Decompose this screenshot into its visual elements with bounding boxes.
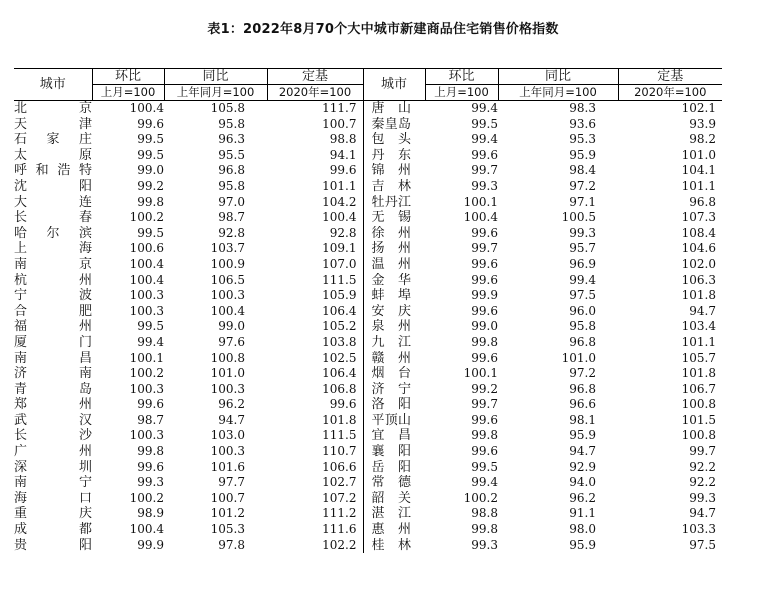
cell-mom-right: 99.5 — [471, 459, 498, 474]
table-row — [14, 319, 722, 335]
cell-city-left: 天津 — [14, 116, 92, 132]
cell-base-right: 97.5 — [689, 537, 716, 552]
cell-city-left: 深圳 — [14, 459, 92, 475]
table-row — [14, 366, 722, 382]
cell-city-left: 贵阳 — [14, 537, 92, 553]
table-row — [14, 101, 722, 117]
cell-mom-right: 99.6 — [471, 256, 498, 271]
cell-mom-left: 99.8 — [137, 444, 164, 459]
cell-yoy-right: 101.0 — [561, 350, 596, 365]
cell-mom-right: 99.6 — [471, 147, 498, 162]
cell-mom-right: 99.0 — [471, 319, 498, 334]
page-title: 表1：2022年8月70个大中城市新建商品住宅销售价格指数 — [207, 22, 559, 37]
cell-yoy-left: 97.0 — [218, 194, 245, 209]
cell-yoy-right: 99.3 — [569, 225, 596, 240]
cell-base-right: 98.2 — [689, 132, 716, 147]
cell-yoy-left: 99.0 — [218, 319, 245, 334]
cell-yoy-right: 96.9 — [569, 256, 596, 271]
cell-mom-right: 99.3 — [471, 537, 498, 552]
cell-base-left: 107.0 — [322, 256, 357, 271]
cell-yoy-left: 100.3 — [210, 381, 245, 396]
cell-mom-right: 98.8 — [471, 506, 498, 521]
cell-city-left: 呼和浩特 — [14, 163, 92, 179]
cell-base-left: 104.2 — [322, 194, 357, 209]
cell-yoy-left: 103.0 — [210, 428, 245, 443]
cell-base-right: 94.7 — [689, 303, 716, 318]
cell-city-left: 武汉 — [14, 412, 92, 428]
cell-base-right: 92.2 — [689, 459, 716, 474]
cell-city-left: 大连 — [14, 194, 92, 210]
cell-yoy-right: 97.2 — [569, 366, 596, 381]
cell-city-left: 石家庄 — [14, 132, 92, 148]
cell-base-left: 100.7 — [322, 116, 357, 131]
cell-base-right: 101.0 — [681, 147, 716, 162]
cell-mom-right: 99.8 — [471, 522, 498, 537]
cell-city-right: 徐州 — [363, 226, 425, 242]
header-yoy-left: 同比 — [164, 69, 267, 85]
cell-yoy-right: 98.3 — [569, 101, 596, 115]
cell-city-left: 长春 — [14, 210, 92, 226]
cell-base-right: 102.0 — [681, 256, 716, 271]
cell-yoy-left: 101.0 — [210, 366, 245, 381]
cell-city-right: 无锡 — [363, 210, 425, 226]
table-row — [14, 117, 722, 133]
cell-base-right: 107.3 — [681, 210, 716, 225]
cell-base-right: 104.1 — [681, 163, 716, 178]
header-city-left: 城市 — [39, 77, 66, 92]
cell-yoy-right: 94.7 — [569, 444, 596, 459]
cell-yoy-right: 92.9 — [569, 459, 596, 474]
cell-base-left: 99.6 — [329, 397, 357, 412]
cell-base-right: 102.1 — [681, 101, 716, 115]
table-row — [14, 163, 722, 179]
cell-base-right: 108.4 — [681, 225, 716, 240]
cell-base-left: 101.1 — [322, 178, 357, 193]
table-row — [14, 226, 722, 242]
cell-mom-left: 99.0 — [137, 163, 164, 178]
cell-yoy-right: 96.8 — [569, 381, 596, 396]
table-row — [14, 475, 722, 491]
cell-city-right: 惠州 — [363, 522, 425, 538]
cell-mom-right: 99.6 — [471, 350, 498, 365]
cell-city-right: 赣州 — [363, 351, 425, 367]
cell-base-left: 111.6 — [322, 522, 357, 537]
cell-base-left: 109.1 — [322, 241, 357, 256]
cell-mom-right: 99.7 — [471, 163, 498, 178]
header-yoy-sub-right: 上年同月=100 — [498, 85, 618, 101]
cell-city-right: 洛阳 — [363, 397, 425, 413]
cell-yoy-right: 98.4 — [569, 163, 596, 178]
cell-base-left: 105.2 — [322, 319, 357, 334]
cell-base-right: 94.7 — [689, 506, 716, 521]
cell-yoy-right: 94.0 — [569, 475, 596, 490]
cell-mom-left: 99.6 — [137, 459, 164, 474]
cell-mom-right: 99.7 — [471, 241, 498, 256]
cell-city-left: 哈尔滨 — [14, 225, 92, 241]
cell-base-right: 101.1 — [681, 178, 716, 193]
cell-base-left: 100.4 — [322, 210, 357, 225]
cell-base-left: 111.5 — [322, 428, 357, 443]
cell-mom-right: 99.6 — [471, 225, 498, 240]
cell-base-left: 99.6 — [329, 163, 357, 178]
cell-mom-left: 99.6 — [137, 397, 164, 412]
cell-city-left: 广州 — [14, 444, 92, 460]
cell-base-left: 92.8 — [329, 225, 357, 240]
cell-city-right: 安庆 — [363, 304, 425, 320]
cell-mom-right: 99.6 — [471, 412, 498, 427]
cell-yoy-left: 100.8 — [210, 350, 245, 365]
cell-mom-right: 100.4 — [463, 210, 498, 225]
cell-yoy-left: 96.3 — [218, 132, 245, 147]
cell-mom-left: 100.3 — [129, 288, 164, 303]
cell-base-right: 93.9 — [689, 116, 716, 131]
cell-base-right: 106.7 — [681, 381, 716, 396]
table-row — [14, 273, 722, 289]
cell-mom-left: 99.9 — [137, 537, 164, 552]
cell-city-right: 秦皇岛 — [363, 117, 425, 133]
table-row — [14, 538, 722, 554]
table-row — [14, 413, 722, 429]
cell-mom-left: 100.4 — [129, 101, 164, 115]
table-row — [14, 491, 722, 507]
cell-city-right: 常德 — [363, 475, 425, 491]
cell-city-right: 包头 — [363, 132, 425, 148]
cell-base-left: 101.8 — [322, 412, 357, 427]
cell-yoy-left: 100.3 — [210, 444, 245, 459]
cell-mom-left: 100.6 — [129, 241, 164, 256]
cell-yoy-left: 95.8 — [218, 178, 245, 193]
cell-mom-right: 99.6 — [471, 444, 498, 459]
cell-city-right: 济宁 — [363, 382, 425, 398]
cell-base-left: 106.4 — [322, 366, 357, 381]
cell-city-right: 唐山 — [363, 101, 425, 117]
header-yoy-right: 同比 — [498, 69, 618, 85]
table-row — [14, 382, 722, 398]
cell-mom-right: 100.1 — [463, 194, 498, 209]
cell-base-right: 101.8 — [681, 366, 716, 381]
cell-yoy-right: 97.5 — [569, 288, 596, 303]
cell-mom-left: 100.4 — [129, 522, 164, 537]
cell-city-left: 成都 — [14, 522, 92, 538]
cell-base-right: 101.1 — [681, 334, 716, 349]
cell-base-left: 111.5 — [322, 272, 357, 287]
cell-mom-right: 99.8 — [471, 428, 498, 443]
cell-city-left: 长沙 — [14, 428, 92, 444]
cell-city-left: 济南 — [14, 366, 92, 382]
cell-yoy-left: 92.8 — [218, 225, 245, 240]
cell-mom-right: 99.2 — [471, 381, 498, 396]
cell-yoy-right: 97.1 — [569, 194, 596, 209]
header-mom-sub-left: 上月=100 — [92, 85, 164, 101]
cell-base-left: 110.7 — [322, 444, 357, 459]
cell-city-right: 烟台 — [363, 366, 425, 382]
cell-city-left: 上海 — [14, 241, 92, 257]
cell-city-right: 金华 — [363, 273, 425, 289]
header-base-left: 定基 — [267, 69, 363, 85]
cell-mom-right: 99.4 — [471, 475, 498, 490]
cell-yoy-left: 101.2 — [210, 506, 245, 521]
table-header — [14, 69, 722, 101]
cell-yoy-left: 95.8 — [218, 116, 245, 131]
cell-base-right: 101.5 — [681, 412, 716, 427]
table-row — [14, 444, 722, 460]
cell-yoy-left: 100.3 — [210, 288, 245, 303]
cell-yoy-left: 98.7 — [218, 210, 245, 225]
cell-city-left: 南京 — [14, 256, 92, 272]
cell-base-left: 94.1 — [329, 147, 357, 162]
cell-mom-left: 100.4 — [129, 272, 164, 287]
cell-yoy-right: 93.6 — [569, 116, 596, 131]
cell-yoy-left: 97.6 — [218, 334, 245, 349]
cell-yoy-left: 103.7 — [210, 241, 245, 256]
cell-mom-left: 99.5 — [137, 319, 164, 334]
cell-city-right: 湛江 — [363, 506, 425, 522]
cell-mom-right: 99.8 — [471, 334, 498, 349]
cell-city-left: 杭州 — [14, 272, 92, 288]
cell-city-right: 丹东 — [363, 148, 425, 164]
cell-mom-left: 98.9 — [137, 506, 164, 521]
cell-yoy-right: 100.5 — [561, 210, 596, 225]
cell-city-right: 蚌埠 — [363, 288, 425, 304]
cell-city-left: 宁波 — [14, 288, 92, 304]
cell-base-left: 111.7 — [322, 101, 357, 115]
header-base-right: 定基 — [618, 69, 722, 85]
cell-city-left: 厦门 — [14, 334, 92, 350]
cell-yoy-left: 100.4 — [210, 303, 245, 318]
header-base-sub-left: 2020年=100 — [267, 85, 363, 101]
cell-base-right: 96.8 — [689, 194, 716, 209]
cell-base-right: 106.3 — [681, 272, 716, 287]
header-mom-sub-right: 上月=100 — [425, 85, 498, 101]
cell-yoy-right: 95.8 — [569, 319, 596, 334]
header-mom-right: 环比 — [425, 69, 498, 85]
cell-yoy-right: 95.7 — [569, 241, 596, 256]
table-row — [14, 428, 722, 444]
cell-yoy-left: 96.2 — [218, 397, 245, 412]
cell-base-right: 100.8 — [681, 428, 716, 443]
cell-city-left: 南昌 — [14, 350, 92, 366]
cell-base-right: 92.2 — [689, 475, 716, 490]
cell-yoy-right: 96.8 — [569, 334, 596, 349]
cell-mom-left: 99.2 — [137, 178, 164, 193]
cell-city-left: 重庆 — [14, 506, 92, 522]
cell-yoy-left: 97.8 — [218, 537, 245, 552]
cell-yoy-right: 96.0 — [569, 303, 596, 318]
table-row — [14, 522, 722, 538]
cell-mom-right: 100.1 — [463, 366, 498, 381]
cell-city-right: 九江 — [363, 335, 425, 351]
cell-base-left: 106.8 — [322, 381, 357, 396]
cell-mom-left: 100.1 — [129, 350, 164, 365]
cell-mom-right: 99.4 — [471, 101, 498, 115]
table-body — [14, 101, 722, 554]
cell-city-left: 太原 — [14, 147, 92, 163]
cell-yoy-left: 101.6 — [210, 459, 245, 474]
header-yoy-sub-left: 上年同月=100 — [164, 85, 267, 101]
cell-base-left: 102.5 — [322, 350, 357, 365]
cell-mom-right: 100.2 — [463, 490, 498, 505]
cell-city-right: 泉州 — [363, 319, 425, 335]
cell-city-left: 海口 — [14, 490, 92, 506]
cell-city-right: 温州 — [363, 257, 425, 273]
cell-base-right: 105.7 — [681, 350, 716, 365]
cell-yoy-right: 96.2 — [569, 490, 596, 505]
cell-mom-right: 99.6 — [471, 272, 498, 287]
cell-yoy-right: 95.9 — [569, 428, 596, 443]
cell-base-left: 98.8 — [329, 132, 357, 147]
cell-yoy-right: 91.1 — [569, 506, 596, 521]
cell-yoy-right: 96.6 — [569, 397, 596, 412]
cell-mom-left: 98.7 — [137, 412, 164, 427]
cell-yoy-left: 95.5 — [218, 147, 245, 162]
cell-base-left: 105.9 — [322, 288, 357, 303]
cell-base-left: 107.2 — [322, 490, 357, 505]
cell-yoy-left: 100.7 — [210, 490, 245, 505]
table-row — [14, 132, 722, 148]
cell-yoy-right: 99.4 — [569, 272, 596, 287]
cell-city-right: 锦州 — [363, 163, 425, 179]
cell-yoy-left: 97.7 — [218, 475, 245, 490]
cell-city-right: 扬州 — [363, 241, 425, 257]
table-row — [14, 257, 722, 273]
cell-mom-right: 99.6 — [471, 303, 498, 318]
cell-base-left: 102.7 — [322, 475, 357, 490]
cell-mom-right: 99.3 — [471, 178, 498, 193]
table-row — [14, 335, 722, 351]
cell-mom-left: 100.3 — [129, 428, 164, 443]
cell-base-left: 106.4 — [322, 303, 357, 318]
cell-yoy-right: 98.1 — [569, 412, 596, 427]
cell-yoy-right: 95.9 — [569, 147, 596, 162]
cell-city-right: 桂林 — [363, 538, 425, 554]
cell-base-right: 99.3 — [689, 490, 716, 505]
cell-yoy-right: 97.2 — [569, 178, 596, 193]
table-row — [14, 351, 722, 367]
header-city-right: 城市 — [363, 69, 425, 101]
cell-mom-left: 99.5 — [137, 132, 164, 147]
cell-mom-left: 100.2 — [129, 210, 164, 225]
cell-base-right: 100.8 — [681, 397, 716, 412]
cell-city-left: 青岛 — [14, 381, 92, 397]
cell-mom-left: 100.3 — [129, 381, 164, 396]
cell-city-right: 牡丹江 — [363, 195, 425, 211]
cell-base-left: 103.8 — [322, 334, 357, 349]
table-row — [14, 210, 722, 226]
cell-city-left: 合肥 — [14, 303, 92, 319]
cell-city-right: 宜昌 — [363, 428, 425, 444]
cell-mom-right: 99.5 — [471, 116, 498, 131]
cell-base-right: 104.6 — [681, 241, 716, 256]
cell-mom-left: 99.6 — [137, 116, 164, 131]
cell-base-right: 99.7 — [689, 444, 716, 459]
cell-city-right: 韶关 — [363, 491, 425, 507]
cell-mom-right: 99.4 — [471, 132, 498, 147]
cell-city-left: 郑州 — [14, 397, 92, 413]
table-row — [14, 460, 722, 476]
cell-mom-left: 99.4 — [137, 334, 164, 349]
price-index-table — [14, 68, 722, 553]
header-mom-left: 环比 — [92, 69, 164, 85]
table-row — [14, 148, 722, 164]
cell-yoy-left: 106.5 — [210, 272, 245, 287]
cell-yoy-right: 95.9 — [569, 537, 596, 552]
cell-city-right: 岳阳 — [363, 460, 425, 476]
table-row — [14, 304, 722, 320]
header-base-sub-right: 2020年=100 — [618, 85, 722, 101]
cell-mom-left: 100.2 — [129, 366, 164, 381]
cell-base-right: 101.8 — [681, 288, 716, 303]
cell-city-right: 襄阳 — [363, 444, 425, 460]
table-row — [14, 506, 722, 522]
table-row — [14, 195, 722, 211]
cell-yoy-left: 105.3 — [210, 522, 245, 537]
table-row — [14, 179, 722, 195]
cell-yoy-left: 100.9 — [210, 256, 245, 271]
table-row — [14, 397, 722, 413]
cell-city-right: 平顶山 — [363, 413, 425, 429]
cell-base-left: 111.2 — [322, 506, 357, 521]
cell-city-left: 南宁 — [14, 475, 92, 491]
table-row — [14, 288, 722, 304]
cell-base-right: 103.3 — [681, 522, 716, 537]
cell-yoy-left: 94.7 — [218, 412, 245, 427]
cell-mom-left: 99.8 — [137, 194, 164, 209]
cell-city-left: 北京 — [14, 101, 92, 116]
cell-city-left: 沈阳 — [14, 178, 92, 194]
cell-yoy-right: 98.0 — [569, 522, 596, 537]
cell-mom-left: 100.4 — [129, 256, 164, 271]
cell-city-right: 吉林 — [363, 179, 425, 195]
table-row — [14, 241, 722, 257]
cell-mom-left: 100.2 — [129, 490, 164, 505]
cell-mom-left: 100.3 — [129, 303, 164, 318]
cell-base-left: 106.6 — [322, 459, 357, 474]
cell-base-right: 103.4 — [681, 319, 716, 334]
cell-yoy-right: 95.3 — [569, 132, 596, 147]
cell-yoy-left: 96.8 — [218, 163, 245, 178]
cell-mom-left: 99.5 — [137, 225, 164, 240]
cell-mom-right: 99.7 — [471, 397, 498, 412]
cell-mom-left: 99.3 — [137, 475, 164, 490]
cell-base-left: 102.2 — [322, 537, 357, 552]
cell-mom-right: 99.9 — [471, 288, 498, 303]
cell-mom-left: 99.5 — [137, 147, 164, 162]
cell-city-left: 福州 — [14, 319, 92, 335]
cell-yoy-left: 105.8 — [210, 101, 245, 115]
